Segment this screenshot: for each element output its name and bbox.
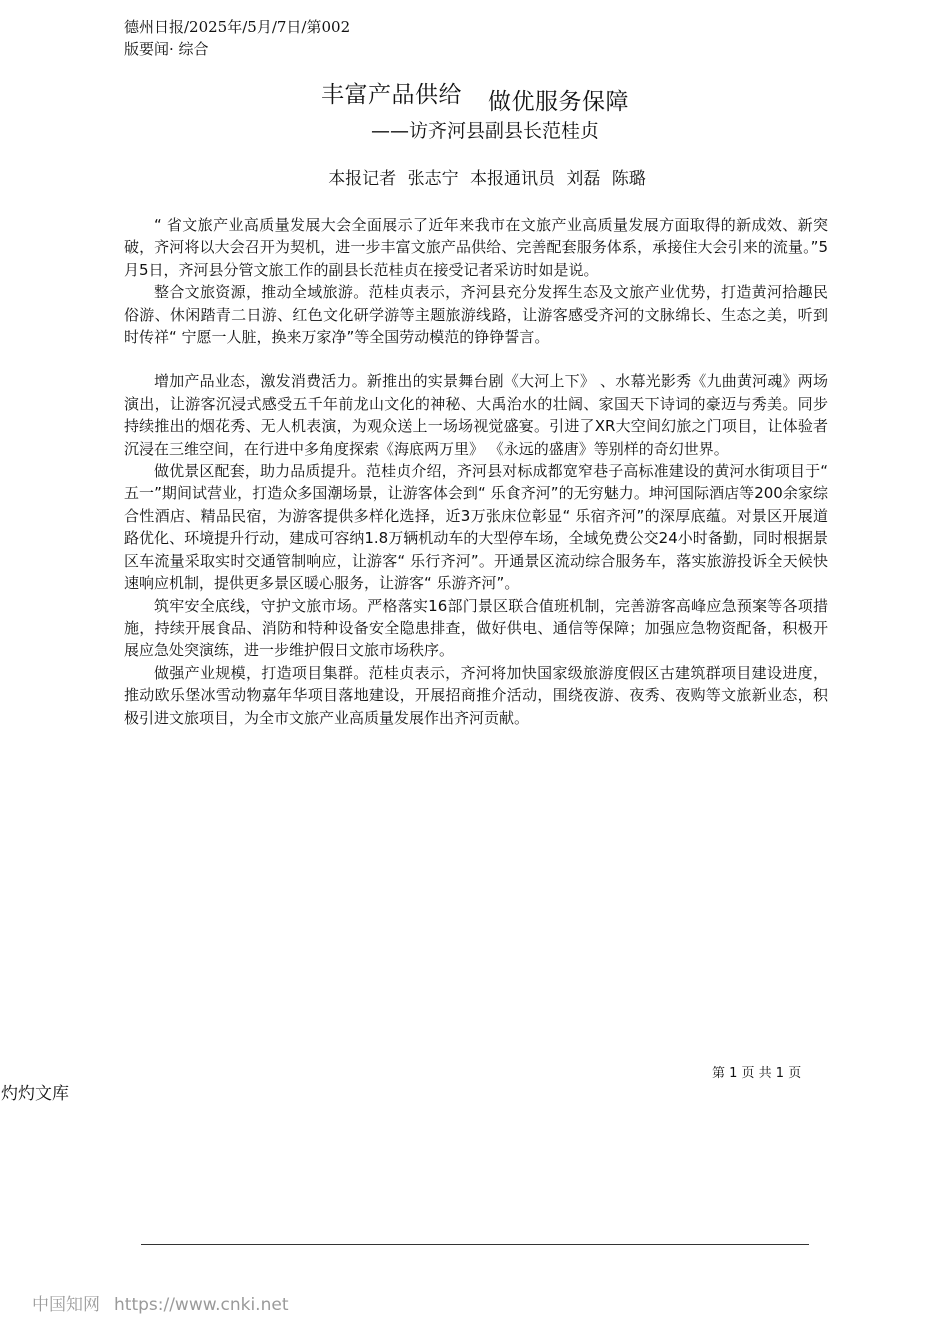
footer-url[interactable]: https://www.cnki.net — [114, 1295, 289, 1315]
footer-site-name: 中国知网 — [32, 1295, 100, 1315]
article-title-part1: 丰富产品供给 — [321, 82, 462, 108]
page-indicator: 第 1 页 共 1 页 — [712, 1066, 802, 1081]
footer-watermark — [32, 1293, 288, 1317]
article-title — [0, 82, 950, 116]
article-paragraph: 增加产品业态，激发消费活力。新推出的实景舞台剧《大河上下》 、水幕光影秀《九曲黄河魂》两场演出，让游客沉浸式感受五千年前龙山文化的神秘、大禹治水的壮阔、家国天下诗词的豪迈与秀美。同步持续推出的烟花秀、无人机表演，为观众送上一场场视觉盛宴。引进了XR大空间幻旅之门项目，让体验者沉浸在三维空间，在行进中多角度探索《海底两万里》 《永远的盛唐》等别样的奇幻世界。 — [124, 372, 828, 458]
article-paragraph: 筑牢安全底线，守护文旅市场。严格落实16部门景区联合值班机制，完善游客高峰应急预案等各项措施，持续开展食品、消防和特种设备安全隐患排查，做好供电、通信等保障；加强应急物资配备，积极开展应急处突演练，进一步维护假日文旅市场秩序。 — [124, 596, 828, 660]
article-subtitle: ——访齐河县副县长范桂贞 — [370, 120, 599, 142]
publication-section: 版要闻· 综合 — [124, 40, 209, 58]
article-paragraph: 整合文旅资源，推动全域旅游。范桂贞表示，齐河县充分发挥生态及文旅产业优势，打造黄河拾趣民俗游、休闲踏青二日游、红色文化研学游等主题旅游线路，让游客感受齐河的文脉绵长、生态之美，听到时传祥“ 宁愿一人脏，换来万家净”等全国劳动模范的铮铮誓言。 — [124, 283, 828, 347]
article-body — [124, 214, 828, 729]
article-paragraph: 做优景区配套，助力品质提升。范桂贞介绍，齐河县对标成都宽窄巷子高标准建设的黄河水街项目于“ 五一”期间试营业，打造众多国潮场景，让游客体会到“ 乐食齐河”的无穷魅力。坤河国际酒店等200余家综合性酒店、精品民宿，为游客提供多样化选择，近3万张床位彰显“ 乐宿齐河”的深厚底蕴。对景区开展道路优化、环境提升行动，建成可容纳1.8万辆机动车的大型停车场，全域免费公交24小时备勤，同时根据景区车流量采取实时交通管制响应，让游客“ 乐行齐河”。开通景区流动综合服务车，落实旅游投诉全天候快速响应机制，提供更多景区暖心服务，让游客“ 乐游齐河”。 — [124, 462, 828, 593]
article-paragraph: 做强产业规模，打造项目集群。范桂贞表示，齐河将加快国家级旅游度假区古建筑群项目建设进度，推动欧乐堡冰雪动物嘉年华项目落地建设，开展招商推介活动，围绕夜游、夜秀、夜购等文旅新业态，积极引进文旅项目，为全市文旅产业高质量发展作出齐河贡献。 — [124, 663, 828, 727]
publication-meta — [124, 16, 350, 60]
library-label: 灼灼文库 — [1, 1084, 69, 1104]
article-byline: 本报记者 张志宁 本报通讯员 刘磊 陈璐 — [328, 169, 646, 189]
publication-source: 德州日报/2025年/5月/7日/第002 — [124, 18, 351, 36]
footer-divider — [141, 1244, 809, 1245]
article-title-part2: 做优服务保障 — [488, 89, 629, 115]
article-paragraph: “ 省文旅产业高质量发展大会全面展示了近年来我市在文旅产业高质量发展方面取得的新成效、新突破，齐河将以大会召开为契机，进一步丰富文旅产品供给、完善配套服务体系，承接住大会引来的流量。”5月5日，齐河县分管文旅工作的副县长范桂贞在接受记者采访时如是说。 — [124, 216, 828, 279]
